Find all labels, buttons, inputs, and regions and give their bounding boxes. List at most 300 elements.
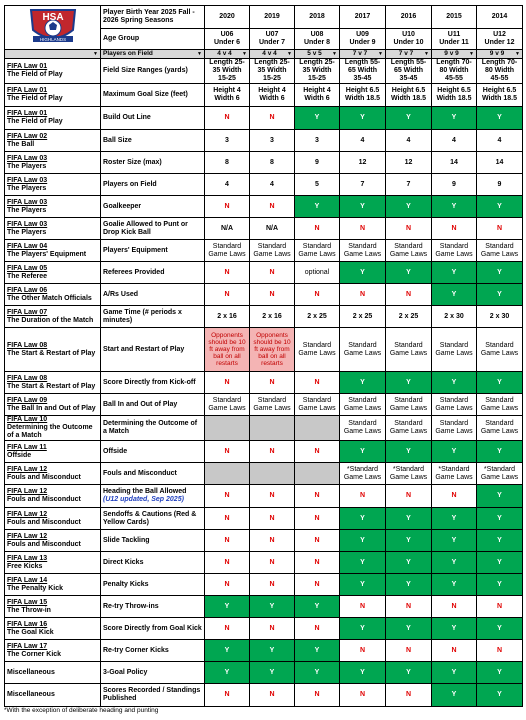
law-cell [5, 508, 101, 530]
rule-value: Y [295, 640, 340, 662]
rule-description: Determining the Outcome of a Match [101, 416, 205, 441]
rule-row [5, 107, 523, 130]
players-u09[interactable]: 7 v 7 ▼ [340, 50, 386, 59]
law-number[interactable]: FIFA Law 05 [7, 264, 48, 272]
year-2018: 2018 [295, 6, 340, 29]
rule-value: Height 4 Width 6 [250, 84, 295, 107]
players-label: Players on Field [103, 50, 153, 57]
rule-value: N [340, 684, 386, 707]
rule-description: Offside [101, 441, 205, 463]
rule-value: Opponents should be 10 ft away from ball on all restarts [205, 328, 250, 372]
rule-value: Y [432, 372, 477, 394]
rule-value: 2 x 30 [432, 306, 477, 328]
rule-value: Standard Game Laws [250, 394, 295, 416]
players-u10[interactable]: 7 v 7 ▼ [386, 50, 432, 59]
rule-value: 12 [386, 152, 432, 174]
rule-value: N [250, 372, 295, 394]
rule-value: N [386, 640, 432, 662]
rule-value: 7 [340, 174, 386, 196]
law-name: The Field of Play [7, 71, 63, 78]
law-number[interactable]: FIFA Law 01 [7, 63, 48, 70]
rule-value: 8 [205, 152, 250, 174]
law-name: The Players [7, 206, 47, 214]
rule-value: 2 x 30 [477, 306, 523, 328]
rule-value [250, 463, 295, 485]
rule-value: 3 [205, 130, 250, 152]
rule-row [5, 662, 523, 684]
rule-value: Standard Game Laws [432, 416, 477, 441]
law-name: The Other Match Officials [7, 294, 92, 302]
rule-value: Standard Game Laws [477, 240, 523, 262]
rule-value: N [295, 284, 340, 306]
players-u08[interactable]: 5 v 5 ▼ [295, 50, 340, 59]
law-cell [5, 618, 101, 640]
filter-dropdown-players[interactable] [101, 50, 205, 59]
rule-value: 2 x 25 [295, 306, 340, 328]
rule-value: Standard Game Laws [477, 328, 523, 372]
rule-description: Game Time (# periods x minutes) [101, 306, 205, 328]
rule-row [5, 441, 523, 463]
rule-value: *Standard Game Laws [340, 463, 386, 485]
rule-row [5, 574, 523, 596]
rule-value: N [386, 284, 432, 306]
rule-row [5, 372, 523, 394]
rule-value: N [250, 284, 295, 306]
rule-value: *Standard Game Laws [386, 463, 432, 485]
rule-row [5, 618, 523, 640]
law-name: The Corner Kick [7, 650, 62, 658]
rule-row [5, 196, 523, 218]
rule-value: Y [432, 196, 477, 218]
rule-value: N [295, 372, 340, 394]
law-name: Free Kicks [7, 562, 43, 570]
rule-row [5, 596, 523, 618]
rule-row [5, 130, 523, 152]
rule-value: Standard Game Laws [386, 240, 432, 262]
law-number[interactable]: FIFA Law 01 [7, 87, 48, 94]
rule-description: Field Size Ranges (yards) [101, 59, 205, 84]
rule-value: 4 [340, 130, 386, 152]
rule-value: N [477, 218, 523, 240]
age-u08: U08 Under 8 [295, 28, 340, 49]
rule-description: Sendoffs & Cautions (Red & Yellow Cards) [101, 508, 205, 530]
rule-value: Standard Game Laws [250, 240, 295, 262]
law-name: The Players' Equipment [7, 250, 87, 258]
law-number[interactable]: FIFA Law 10 [7, 416, 48, 423]
law-name: The Start & Restart of Play [7, 349, 96, 357]
rule-value: Y [432, 662, 477, 684]
rule-value: Height 6.5 Width 18.5 [477, 84, 523, 107]
law-name: The Players [7, 228, 47, 236]
rule-row [5, 152, 523, 174]
rule-value: Standard Game Laws [340, 328, 386, 372]
rule-value: 5 [295, 174, 340, 196]
rule-value: Y [295, 196, 340, 218]
rule-value: Standard Game Laws [295, 394, 340, 416]
rule-value [250, 416, 295, 441]
law-number[interactable]: FIFA Law 17 [7, 642, 48, 650]
rule-description: Heading the Ball Allowed (U12 updated, Sep 2025) [101, 485, 205, 508]
rule-value: N [250, 107, 295, 130]
rule-description: Score Directly from Kick-off [101, 372, 205, 394]
rule-value: Standard Game Laws [432, 328, 477, 372]
law-number[interactable]: FIFA Law 06 [7, 286, 48, 294]
law-number[interactable]: FIFA Law 13 [7, 554, 48, 562]
rule-value: Height 6.5 Width 18.5 [340, 84, 386, 107]
rule-value: 9 [295, 152, 340, 174]
law-number[interactable]: Miscellaneous [7, 668, 55, 676]
law-name: The Ball [7, 140, 35, 148]
rule-row [5, 240, 523, 262]
year-2014: 2014 [477, 6, 523, 29]
rule-value: N [386, 485, 432, 508]
rule-value: Y [295, 662, 340, 684]
rule-description: Build Out Line [101, 107, 205, 130]
rule-value: Y [386, 552, 432, 574]
rule-value: Y [340, 262, 386, 284]
rule-value: Length 55-65 Width 35-45 [340, 59, 386, 84]
rule-value: N [340, 218, 386, 240]
law-number[interactable]: FIFA Law 12 [7, 510, 48, 518]
law-cell [5, 107, 101, 130]
rule-description: Players' Equipment [101, 240, 205, 262]
rule-value: Y [477, 485, 523, 508]
rule-value: Y [250, 662, 295, 684]
rule-value: N [205, 485, 250, 508]
law-cell [5, 441, 101, 463]
rule-row [5, 416, 523, 441]
law-name: The Field of Play [7, 118, 63, 125]
law-number[interactable]: FIFA Law 12 [7, 532, 48, 540]
dropdown-arrow-icon: ▼ [469, 51, 474, 57]
rule-value: N [250, 530, 295, 552]
rule-value: Y [432, 508, 477, 530]
rule-value: Y [432, 107, 477, 130]
law-number[interactable]: FIFA Law 09 [7, 396, 48, 404]
law-number[interactable]: FIFA Law 03 [7, 198, 48, 206]
rule-value: Length 25-35 Width 15-25 [250, 59, 295, 84]
age-u12: U12 Under 12 [477, 28, 523, 49]
rule-value: N [432, 640, 477, 662]
rule-row [5, 394, 523, 416]
rule-value: N [340, 284, 386, 306]
rule-value: Y [477, 530, 523, 552]
rule-row [5, 485, 523, 508]
rule-value: N [386, 218, 432, 240]
rule-value: Y [477, 574, 523, 596]
rule-value: N [250, 262, 295, 284]
law-number[interactable]: FIFA Law 14 [7, 576, 48, 584]
law-cell [5, 196, 101, 218]
rule-value: Standard Game Laws [386, 394, 432, 416]
law-name: The Goal Kick [7, 628, 54, 636]
rule-value: N [295, 508, 340, 530]
law-cell [5, 152, 101, 174]
rule-value: Y [250, 596, 295, 618]
rule-value: Y [386, 441, 432, 463]
law-number[interactable]: FIFA Law 11 [7, 443, 47, 451]
law-cell [5, 640, 101, 662]
dropdown-arrow-icon: ▼ [197, 51, 202, 57]
rule-row [5, 262, 523, 284]
rule-value: Standard Game Laws [295, 240, 340, 262]
rule-value: Standard Game Laws [432, 394, 477, 416]
players-u11[interactable]: 9 v 9 ▼ [432, 50, 477, 59]
law-number[interactable]: FIFA Law 03 [7, 176, 48, 184]
law-cell [5, 59, 101, 84]
rule-value: Standard Game Laws [340, 416, 386, 441]
rule-value: Y [477, 284, 523, 306]
rule-value: Y [340, 618, 386, 640]
rule-row [5, 530, 523, 552]
rule-value: Length 70-80 Width 45-55 [477, 59, 523, 84]
age-u07: U07 Under 7 [250, 28, 295, 49]
law-cell [5, 530, 101, 552]
rule-value: N [340, 485, 386, 508]
law-cell [5, 416, 101, 441]
law-number[interactable]: FIFA Law 03 [7, 154, 48, 162]
year-2017: 2017 [340, 6, 386, 29]
rule-value: Length 25-35 Width 15-25 [295, 59, 340, 84]
rule-description: Referees Provided [101, 262, 205, 284]
rule-value: Y [477, 684, 523, 707]
rule-value: 4 [477, 130, 523, 152]
rule-value: Y [205, 596, 250, 618]
rule-row [5, 306, 523, 328]
rule-value: 3 [295, 130, 340, 152]
rule-row [5, 463, 523, 485]
rule-value: Y [477, 441, 523, 463]
rule-value: *Standard Game Laws [477, 463, 523, 485]
law-name: Fouls and Misconduct [7, 473, 81, 481]
rule-value: Opponents should be 10 ft away from ball on all restarts [250, 328, 295, 372]
rule-value: N [340, 596, 386, 618]
law-cell [5, 596, 101, 618]
rule-value: N/A [250, 218, 295, 240]
rule-value: Y [477, 508, 523, 530]
rule-value: 2 x 16 [205, 306, 250, 328]
rule-value: N [205, 107, 250, 130]
rule-value: Standard Game Laws [340, 240, 386, 262]
rule-value: Y [386, 262, 432, 284]
rule-value: Length 25-35 Width 15-25 [205, 59, 250, 84]
rule-value: N [340, 640, 386, 662]
rule-row [5, 552, 523, 574]
rule-value: N [205, 618, 250, 640]
rule-value [205, 416, 250, 441]
law-name: The Ball In and Out of Play [7, 404, 96, 412]
rule-value: Height 4 Width 6 [205, 84, 250, 107]
logo-title: HSA [41, 12, 64, 23]
rule-value: Y [432, 618, 477, 640]
law-cell [5, 684, 101, 707]
rule-value: Y [386, 662, 432, 684]
law-cell [5, 174, 101, 196]
rule-value [295, 416, 340, 441]
rule-value: 2 x 25 [340, 306, 386, 328]
year-2015: 2015 [432, 6, 477, 29]
rule-value: Y [432, 684, 477, 707]
law-name: The Start & Restart of Play [7, 382, 96, 390]
rule-value: Y [386, 196, 432, 218]
rule-row [5, 684, 523, 707]
age-group-label: Age Group [101, 28, 205, 49]
rule-value: 7 [386, 174, 432, 196]
law-number[interactable]: FIFA Law 12 [7, 465, 48, 473]
rule-value: Standard Game Laws [205, 394, 250, 416]
rule-value: N [205, 262, 250, 284]
rule-value: Y [432, 284, 477, 306]
hsa-logo [23, 6, 83, 46]
rule-value: N [205, 574, 250, 596]
rule-value: N [432, 218, 477, 240]
rule-value: Y [386, 508, 432, 530]
age-u06: U06 Under 6 [205, 28, 250, 49]
law-number[interactable]: FIFA Law 04 [7, 242, 48, 250]
rule-value: 14 [432, 152, 477, 174]
rules-sheet [4, 5, 522, 707]
law-number[interactable]: FIFA Law 01 [7, 110, 48, 117]
law-cell [5, 262, 101, 284]
rule-value: N [386, 684, 432, 707]
rule-value: Y [432, 552, 477, 574]
rule-value [295, 463, 340, 485]
rule-value: N [295, 530, 340, 552]
rule-value: N [205, 508, 250, 530]
law-name: Fouls and Misconduct [7, 540, 81, 548]
dropdown-arrow-icon: ▼ [332, 51, 337, 57]
rule-value: Standard Game Laws [386, 328, 432, 372]
logo-banner: HIGHLANDS [39, 37, 66, 42]
law-cell [5, 284, 101, 306]
law-number[interactable]: FIFA Law 03 [7, 220, 48, 228]
rule-value: 9 [432, 174, 477, 196]
rule-value: N [295, 441, 340, 463]
rule-value: 2 x 16 [250, 306, 295, 328]
rule-value: optional [295, 262, 340, 284]
law-name: The Players [7, 162, 47, 170]
rule-value: N/A [205, 218, 250, 240]
law-cell [5, 552, 101, 574]
law-cell [5, 394, 101, 416]
rule-value: N [205, 552, 250, 574]
rule-value: Height 6.5 Width 18.5 [386, 84, 432, 107]
rule-value: N [295, 684, 340, 707]
rule-value: N [386, 596, 432, 618]
rule-note: (U12 updated, Sep 2025) [103, 496, 184, 503]
age-u11: U11 Under 11 [432, 28, 477, 49]
law-name: Fouls and Misconduct [7, 518, 81, 526]
rule-description: Goalkeeper [101, 196, 205, 218]
law-number[interactable]: FIFA Law 08 [7, 374, 48, 382]
rule-row [5, 284, 523, 306]
rule-value: Standard Game Laws [477, 416, 523, 441]
rule-value: N [250, 684, 295, 707]
law-cell [5, 463, 101, 485]
law-number[interactable]: FIFA Law 08 [7, 341, 48, 349]
law-number[interactable]: FIFA Law 16 [7, 620, 48, 628]
law-cell [5, 662, 101, 684]
rule-value: 4 [250, 174, 295, 196]
rule-description: Re-try Throw-ins [101, 596, 205, 618]
rule-value: N [295, 574, 340, 596]
players-u06[interactable]: 4 v 4 ▼ [205, 50, 250, 59]
rule-value: N [250, 441, 295, 463]
rule-value: N [205, 441, 250, 463]
rule-value: N [432, 596, 477, 618]
rule-value: Standard Game Laws [386, 416, 432, 441]
law-cell [5, 240, 101, 262]
rule-description: Scores Recorded / Standings Published [101, 684, 205, 707]
law-number[interactable]: Miscellaneous [7, 691, 55, 698]
rule-value [205, 463, 250, 485]
rule-value: 3 [250, 130, 295, 152]
rule-value: Height 4 Width 6 [295, 84, 340, 107]
filter-dropdown-law[interactable] [5, 50, 101, 59]
rule-value: 4 [205, 174, 250, 196]
rule-row [5, 218, 523, 240]
rule-value: Height 6.5 Width 18.5 [432, 84, 477, 107]
rule-description: Slide Tackling [101, 530, 205, 552]
rule-value: N [205, 284, 250, 306]
rule-value: N [205, 196, 250, 218]
rule-value: Y [340, 574, 386, 596]
law-number[interactable]: FIFA Law 15 [7, 598, 48, 606]
rule-description: Maximum Goal Size (feet) [101, 84, 205, 107]
logo [5, 6, 101, 50]
players-u07[interactable]: 4 v 4 ▼ [250, 50, 295, 59]
rule-value: Y [340, 508, 386, 530]
rule-description: Penalty Kicks [101, 574, 205, 596]
law-number[interactable]: FIFA Law 12 [7, 488, 48, 495]
rule-value: Y [477, 262, 523, 284]
rule-value: Y [340, 441, 386, 463]
rules-table [4, 5, 523, 707]
rule-value: Y [432, 441, 477, 463]
rule-description: A/Rs Used [101, 284, 205, 306]
rule-value: 8 [250, 152, 295, 174]
dropdown-arrow-icon: ▼ [287, 51, 292, 57]
rule-value: 12 [340, 152, 386, 174]
rule-row [5, 508, 523, 530]
rule-value: Length 55-65 Width 35-45 [386, 59, 432, 84]
rule-value: N [205, 684, 250, 707]
rule-description: Players on Field [101, 174, 205, 196]
rule-description: Fouls and Misconduct [101, 463, 205, 485]
rule-value: Y [432, 262, 477, 284]
rule-value: Y [295, 596, 340, 618]
rule-value: Standard Game Laws [477, 394, 523, 416]
rule-value: N [250, 574, 295, 596]
law-number[interactable]: FIFA Law 07 [7, 308, 48, 316]
rule-value: N [250, 618, 295, 640]
rule-value: Y [477, 196, 523, 218]
rule-description: 3-Goal Policy [101, 662, 205, 684]
rule-value: N [432, 485, 477, 508]
rule-row [5, 174, 523, 196]
dropdown-arrow-icon: ▼ [515, 51, 520, 57]
rule-value: *Standard Game Laws [432, 463, 477, 485]
rule-row [5, 640, 523, 662]
players-u12[interactable]: 9 v 9 ▼ [477, 50, 523, 59]
rule-value: Y [432, 574, 477, 596]
law-number[interactable]: FIFA Law 02 [7, 132, 48, 140]
rule-value: N [250, 552, 295, 574]
rule-value: Standard Game Laws [340, 394, 386, 416]
rule-value: Y [477, 372, 523, 394]
rule-value: Y [250, 640, 295, 662]
law-name: Fouls and Misconduct [7, 496, 81, 503]
